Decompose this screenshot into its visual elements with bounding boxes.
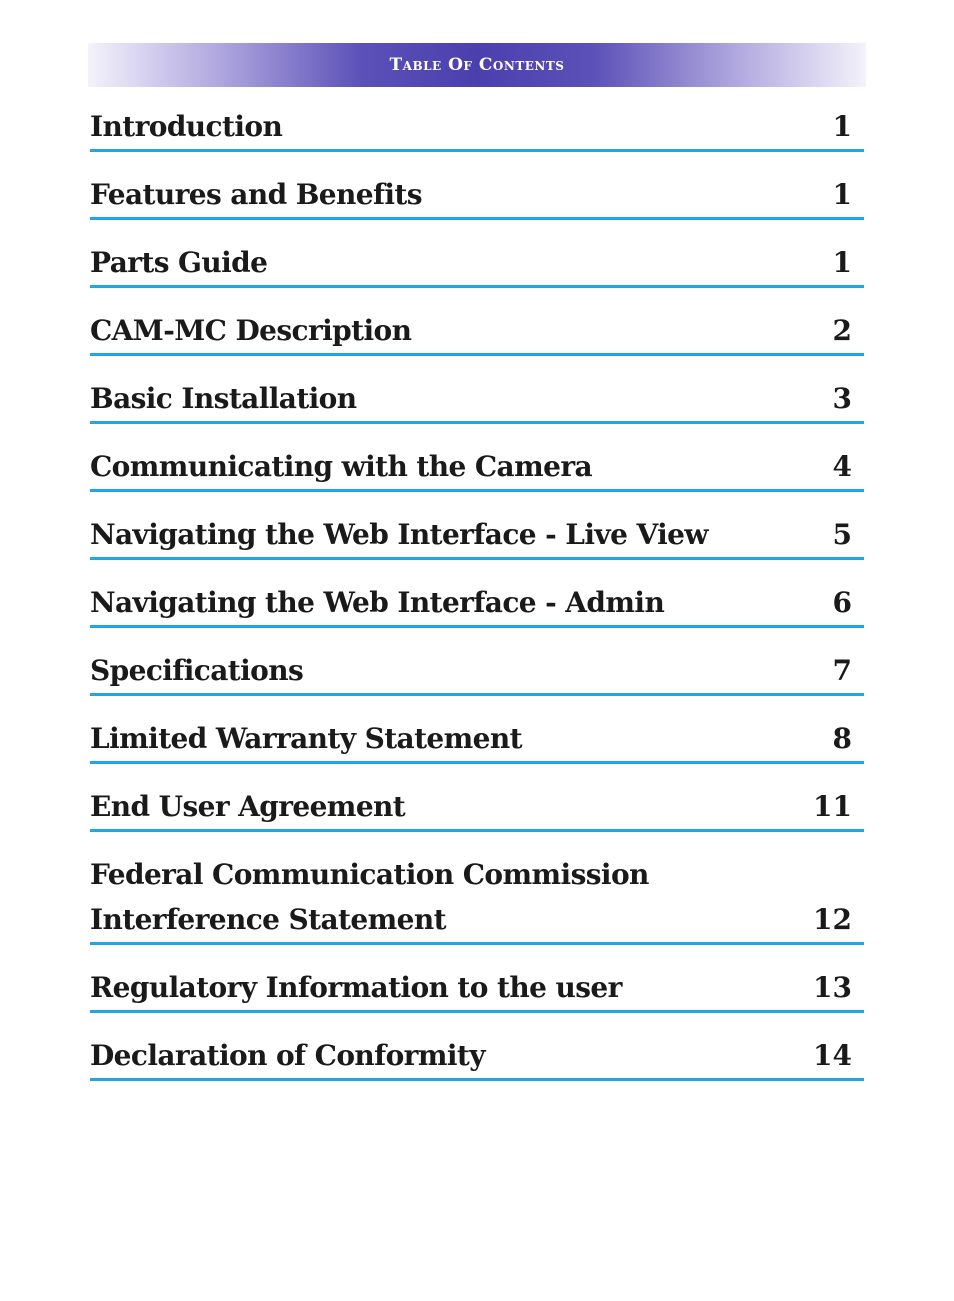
toc-entry-title: Regulatory Information to the user bbox=[90, 971, 622, 1004]
toc-entry[interactable] bbox=[90, 966, 864, 1013]
toc-entry[interactable] bbox=[90, 309, 864, 356]
toc-entry-page: 1 bbox=[832, 178, 852, 211]
toc-entry-title: Basic Installation bbox=[90, 382, 357, 415]
toc-entry-title: CAM-MC Description bbox=[90, 314, 412, 347]
toc-entry-page: 13 bbox=[813, 971, 852, 1004]
toc-entry[interactable] bbox=[90, 717, 864, 764]
toc-entry-page: 5 bbox=[832, 518, 852, 551]
toc-entry-title: Interference Statement bbox=[90, 903, 446, 936]
toc-entry[interactable] bbox=[90, 445, 864, 492]
toc-entry[interactable] bbox=[90, 581, 864, 628]
toc-entry-page: 1 bbox=[832, 246, 852, 279]
toc-entry[interactable] bbox=[90, 377, 864, 424]
toc-entry-title: Parts Guide bbox=[90, 246, 268, 279]
toc-entry-page: 8 bbox=[832, 722, 852, 755]
toc-entry-page: 1 bbox=[832, 110, 852, 143]
toc-entry-page: 4 bbox=[832, 450, 852, 483]
toc-entry[interactable] bbox=[90, 649, 864, 696]
toc-entry-title: Navigating the Web Interface - Admin bbox=[90, 586, 665, 619]
toc-entry-title: End User Agreement bbox=[90, 790, 406, 823]
toc-entry[interactable] bbox=[90, 513, 864, 560]
toc-entry[interactable] bbox=[90, 241, 864, 288]
toc-entry[interactable] bbox=[90, 785, 864, 832]
toc-entry[interactable] bbox=[90, 1034, 864, 1081]
toc-entry[interactable] bbox=[90, 105, 864, 152]
section-title: Table Of Contents bbox=[389, 55, 565, 75]
toc-entry-page: 7 bbox=[832, 654, 852, 687]
toc-entry-title: Features and Benefits bbox=[90, 178, 422, 211]
toc-entry-page: 6 bbox=[832, 586, 852, 619]
toc-entry-page: 2 bbox=[832, 314, 852, 347]
toc-entry-page: 14 bbox=[813, 1039, 852, 1072]
toc-entry-title: Navigating the Web Interface - Live View bbox=[90, 518, 708, 551]
table-of-contents bbox=[90, 0, 864, 1301]
toc-entry-page: 3 bbox=[832, 382, 852, 415]
toc-entry-title: Declaration of Conformity bbox=[90, 1039, 485, 1072]
toc-entry-title: Introduction bbox=[90, 110, 283, 143]
toc-entry-title: Limited Warranty Statement bbox=[90, 722, 522, 755]
toc-entry[interactable] bbox=[90, 173, 864, 220]
toc-entry-page: 12 bbox=[813, 903, 852, 936]
toc-entry-title: Specifications bbox=[90, 654, 304, 687]
toc-entry-title: Communicating with the Camera bbox=[90, 450, 593, 483]
toc-entry-title-line1: Federal Communication Commission bbox=[90, 858, 649, 891]
toc-entry-page: 11 bbox=[813, 790, 852, 823]
toc-entry[interactable] bbox=[90, 852, 864, 945]
